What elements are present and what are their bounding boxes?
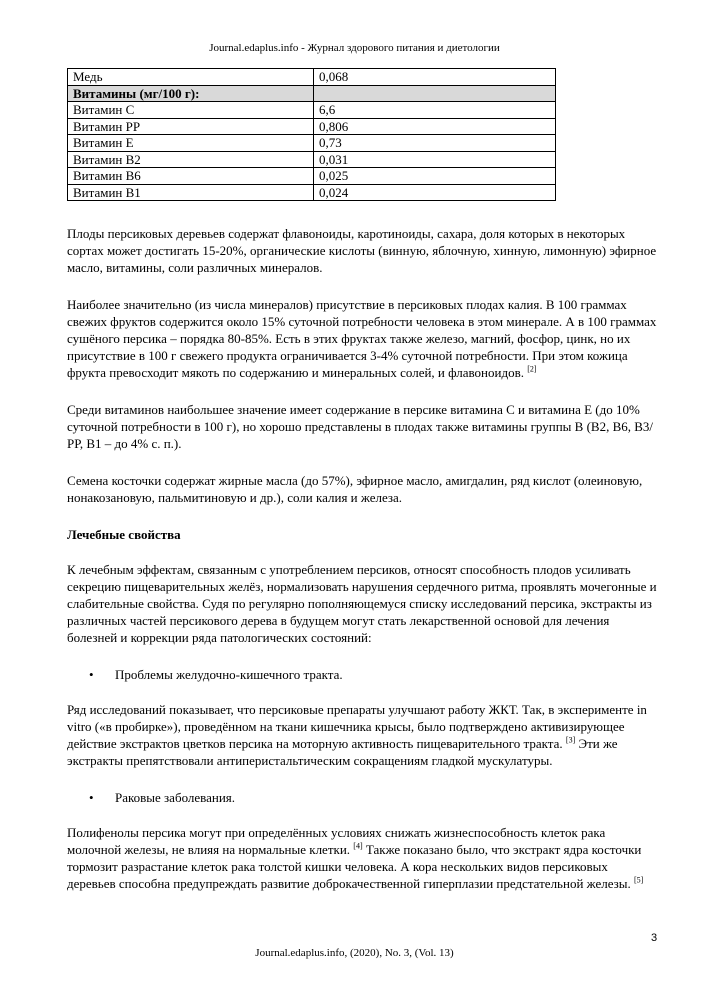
paragraph-text: Также показано было, что экстракт ядра косточки тормозит разрастание клеток рака толстой кишки человека. А кора нескольких видов персиковых деревьев способна предупреждать развитие доброкачественной гиперплазии предстательной железы. — [67, 842, 642, 891]
table-cell-name: Витамин В2 — [68, 151, 314, 168]
table-cell-name: Витамин В1 — [68, 184, 314, 201]
paragraph-text: Эти же экстракты препятствовали антиперистальтическим сокращениям гладкой мускулатуры. — [67, 736, 618, 768]
table-cell-value: 0,806 — [314, 118, 556, 135]
page-header: Journal.edaplus.info - Журнал здорового питания и диетологии — [209, 42, 500, 54]
table-row — [68, 135, 556, 152]
reference-3: [3] — [565, 735, 576, 745]
table-cell-name: Витамин Е — [68, 135, 314, 152]
article-body — [67, 225, 657, 912]
list-item-text: Раковые заболевания. — [115, 790, 236, 805]
paragraph-cancer — [67, 824, 657, 892]
page-footer: Journal.edaplus.info, (2020), No. 3, (Vol. 13) — [255, 947, 454, 959]
page-number: 3 — [651, 932, 658, 944]
table-row — [68, 69, 556, 86]
table-cell-value: 6,6 — [314, 102, 556, 119]
table-cell-name: Витамин В6 — [68, 168, 314, 185]
reference-4: [4] — [353, 841, 363, 851]
table-row — [68, 184, 556, 201]
table-cell-value: 0,024 — [314, 184, 556, 201]
table-cell-name: Витамин РР — [68, 118, 314, 135]
table-group-row — [68, 85, 556, 102]
table-cell-value: 0,068 — [314, 69, 556, 86]
paragraph-composition: Плоды персиковых деревьев содержат флавоноиды, каротиноиды, сахара, доля которых в некоторых сортах может достигать 15-20%, органические кислоты (винную, яблочную, хинную, лимонную) эфирное масло, витамины, соли различных минералов. — [67, 226, 657, 275]
paragraph-healing: К лечебным эффектам, связанным с употреблением персиков, относят способность плодов усиливать секрецию пищеварительных желёз, нормализовать нарушения сердечного ритма, проявлять мочегонные и слабительные свойства. Судя по регулярно пополняющемуся списку исследований персика, экстракты из различных частей персикового дерева в будущем могут стать лекарственной основой для лечения болезней и коррекции ряда патологических состояний: — [67, 562, 657, 645]
table-group-label: Витамины (мг/100 г): — [68, 85, 314, 102]
table-cell-value: 0,031 — [314, 151, 556, 168]
list-item-text: Проблемы желудочно-кишечного тракта. — [115, 667, 343, 682]
section-heading: Лечебные свойства — [67, 527, 181, 542]
bullet-icon: • — [89, 790, 94, 805]
table-cell-value: 0,025 — [314, 168, 556, 185]
paragraph-vitamins: Среди витаминов наибольшее значение имеет содержание в персике витамина С и витамина Е (до 10% суточной потребности в 100 г), но хорошо представлены в плодах также витамины группы В (В2, В6, В3/РР, В1 – до 4% с. п.). — [67, 402, 654, 451]
paragraph-seeds: Семена косточки содержат жирные масла (до 57%), эфирное масло, амигдалин, ряд кислот (олеиновую, нонакозановую, пальмитиновую и др.), соли калия и железа. — [67, 473, 643, 505]
table-row — [68, 168, 556, 185]
paragraph-gi-tract — [67, 701, 657, 769]
table-cell-name: Медь — [68, 69, 314, 86]
bullet-icon: • — [89, 667, 94, 682]
table-row — [68, 102, 556, 119]
table-row — [68, 151, 556, 168]
paragraph-text: Ряд исследований показывает, что персиковые препараты улучшают работу ЖКТ. Так, в эксперименте in vitro («в пробирке»), проведённом на ткани кишечника крысы, было подтверждено активизирующее действие экстрактов цветков персика на моторную активность пищеварительного тракта. — [67, 702, 647, 751]
bullet-list — [67, 789, 657, 806]
nutrition-table — [67, 68, 556, 201]
table-cell-name: Витамин С — [68, 102, 314, 119]
reference-2: [2] — [527, 364, 537, 374]
table-row — [68, 118, 556, 135]
table-cell-value — [314, 85, 556, 102]
list-item — [89, 666, 657, 683]
bullet-list — [67, 666, 657, 683]
paragraph-minerals — [67, 296, 657, 381]
paragraph-text: Наиболее значительно (из числа минералов) присутствие в персиковых плодах калия. В 100 граммах свежих фруктов содержится около 15% суточной потребности человека в этом минерале. А в 100 граммах сушёного персика – порядка 80-85%. Есть в этих фруктах также железо, магний, фосфор, цинк, но их присутствие в 100 г свежего продукта ограничивается 3-4% суточной потребности. При этом кожица фрукта превосходит мякоть по содержанию и минеральных солей, и флавоноидов. — [67, 297, 657, 380]
reference-5: [5] — [634, 875, 644, 885]
paragraph-text: Полифенолы персика могут при определённых условиях снижать жизнеспособность клеток рака молочной железы, не влияя на нормальные клетки. — [67, 825, 606, 857]
list-item — [89, 789, 657, 806]
table-cell-value: 0,73 — [314, 135, 556, 152]
